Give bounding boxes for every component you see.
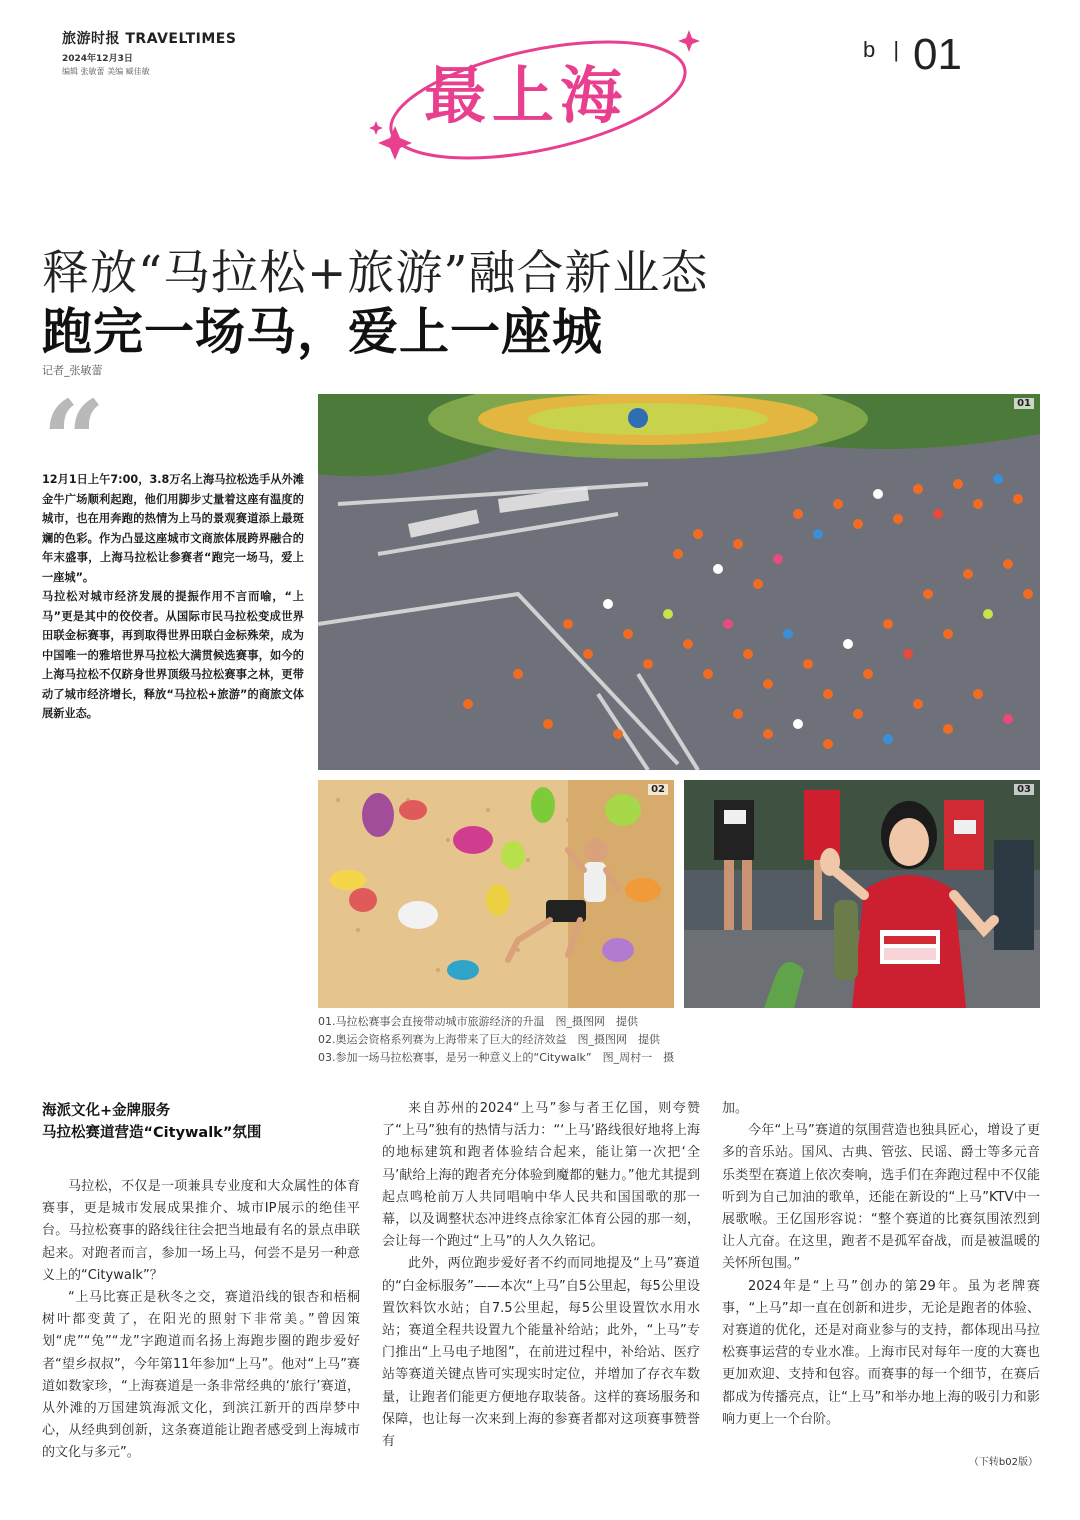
quote-mark-icon: “ xyxy=(42,376,106,505)
page-number-value: 01 xyxy=(913,30,962,79)
section-subhead xyxy=(42,1100,261,1144)
body-column-1 xyxy=(42,1176,360,1465)
lead-paragraph xyxy=(42,470,304,724)
photo-number: 01 xyxy=(1014,398,1034,409)
subhead-line-1: 海派文化+金牌服务 xyxy=(42,1103,171,1119)
caption-01: 01.马拉松赛事会直接带动城市旅游经济的升温 图_摄图网 提供 xyxy=(318,1015,638,1028)
issue-date: 2024年12月3日 xyxy=(62,54,133,64)
photo-climbing-wall xyxy=(318,780,674,1008)
photo-marathon-runners xyxy=(318,394,1040,770)
photo-number: 02 xyxy=(648,784,668,795)
body-paragraph: “上马比赛正是秋冬之交，赛道沿线的银杏和梧桐树叶都变黄了，在阳光的照射下非常美。”曾因策划“虎”“兔”“龙”字跑道而名扬上海跑步圈的跑步爱好者“望乡叔叔”，今年第11年参加“上马”。他对“上马”赛道如数家珍，“上海赛道是一条非常经典的‘旅行’赛道，从外滩的万国建筑海派文化，到滨江新开的西岸梦中心，从经典到创新，这条赛道能让跑者感受到上海城市的文化与多元”。 xyxy=(42,1290,360,1461)
headline-line-2: 跑完一场马，爱上一座城 xyxy=(42,302,603,361)
body-paragraph: 此外，两位跑步爱好者不约而同地提及“上马”赛道的“白金标服务”——本次“上马”自5公里起，每5公里设置饮料饮水站；自7.5公里起，每5公里设置饮水用水站；赛道全程共设置九个能量补给站；此外，“上马”专门推出“上马电子地图”，在前进过程中，补给站、医疗站等赛道关键点皆可实现实时定位，并增加了存衣车数量，让跑者们能更方便地存取装备。这样的赛场服务和保障，也让每一次来到上海的参赛者都对这项赛事赞誉有 xyxy=(382,1256,700,1450)
caption-03: 03.参加一场马拉松赛事，是另一种意义上的“Citywalk” 图_周村一 摄 xyxy=(318,1051,675,1064)
byline: 记者_张敏蕾 xyxy=(42,364,103,377)
runner-illustration xyxy=(684,780,1040,1008)
masthead xyxy=(62,28,236,77)
continued-notice: （下转b02版） xyxy=(968,1457,1038,1468)
body-column-2 xyxy=(382,1098,700,1453)
body-paragraph: 来自苏州的2024“上马”参与者王亿国，则夸赞了“上马”独有的热情与活力：“‘上马’路线很好地将上海的地标建筑和跑者体验结合起来，能让第一次把‘全马’献给上海的跑者充分体验到魔都的魅力。”他尤其提到起点鸣枪前万人共同唱响中华人民共和国国歌的那一幕，以及调整状态冲进终点徐家汇体育公园的那一刻，会让每一个跑过“上马”的人久久铭记。 xyxy=(382,1101,700,1250)
sparkle-icon xyxy=(369,121,383,135)
sparkle-icon xyxy=(678,30,700,52)
section-title: 最上海 xyxy=(424,59,629,132)
subhead-line-2: 马拉松赛道营造“Citywalk”氛围 xyxy=(42,1125,262,1141)
editor-credits: 编辑 张敏蕾 美编 臧佳敏 xyxy=(62,67,150,76)
page-number xyxy=(863,30,962,80)
lead-paragraph-1: 12月1日上午7:00，3.8万名上海马拉松选手从外滩金牛广场顺利起跑，他们用脚步丈量着这座有温度的城市，也在用奔跑的热情为上马的景观赛道添上最斑斓的色彩。作为凸显这座城市文商旅体展跨界融合的年末盛事，上海马拉松让参赛者“跑完一场马，爱上一座城”。 xyxy=(42,473,304,584)
photo-waving-runner xyxy=(684,780,1040,1008)
body-paragraph: 2024年是“上马”创办的第29年。虽为老牌赛事，“上马”却一直在创新和进步，无论是跑者的体验、对赛道的优化，还是对商业参与的支持，都体现出马拉松赛事运营的专业水准。上海市民对每年一度的大赛也更加欢迎、支持和包容。而赛事的每一个细节，在赛后都成为传播亮点，让“上马”和举办地上海的吸引力和影响力更上一个台阶。 xyxy=(722,1278,1040,1427)
page-section: b | xyxy=(862,37,906,62)
caption-02: 02.奥运会资格系列赛为上海带来了巨大的经济效益 图_摄图网 提供 xyxy=(318,1033,660,1046)
newspaper-brand: 旅游时报 TRAVELTIMES xyxy=(62,31,237,47)
climbing-illustration xyxy=(318,780,674,1008)
runners-illustration xyxy=(318,394,1040,770)
section-logo xyxy=(368,26,708,166)
body-column-3 xyxy=(722,1098,1040,1431)
lead-paragraph-2: 马拉松对城市经济发展的提振作用不言而喻，“上马”更是其中的佼佼者。从国际市民马拉松变成世界田联金标赛事，再到取得世界田联白金标殊荣，成为中国唯一的雅培世界马拉松大满贯候选赛事，如今的上海马拉松不仅跻身世界顶级马拉松赛事之林，更带动了城市经济增长，释放“马拉松+旅游”的商旅文体展新业态。 xyxy=(42,590,304,720)
sparkle-icon xyxy=(378,126,412,160)
body-paragraph-continued: 加。 xyxy=(722,1101,749,1116)
body-paragraph: 今年“上马”赛道的氛围营造也独具匠心，增设了更多的音乐站。国风、古典、管弦、民谣、爵士等多元音乐类型在赛道上依次奏响，选手们在奔跑过程中不仅能听到为自己加油的歌单，还能在新设的“上马”KTV中一展歌喉。王亿国形容说：“整个赛道的比赛氛围浓烈到让人亢奋。在这里，跑者不是孤军奋战，而是被温暖的关怀所包围。” xyxy=(722,1123,1040,1272)
body-paragraph: 马拉松，不仅是一项兼具专业度和大众属性的体育赛事，更是城市发展成果推介、城市IP展示的绝佳平台。马拉松赛事的路线往往会把当地最有名的景点串联起来。对跑者而言，参加一场上马，何尝不是另一种意义上的“Citywalk”？ xyxy=(42,1179,360,1283)
photo-captions xyxy=(318,1013,1040,1067)
headline-line-1: 释放“马拉松+旅游”融合新业态 xyxy=(42,246,709,301)
photo-number: 03 xyxy=(1014,784,1034,795)
